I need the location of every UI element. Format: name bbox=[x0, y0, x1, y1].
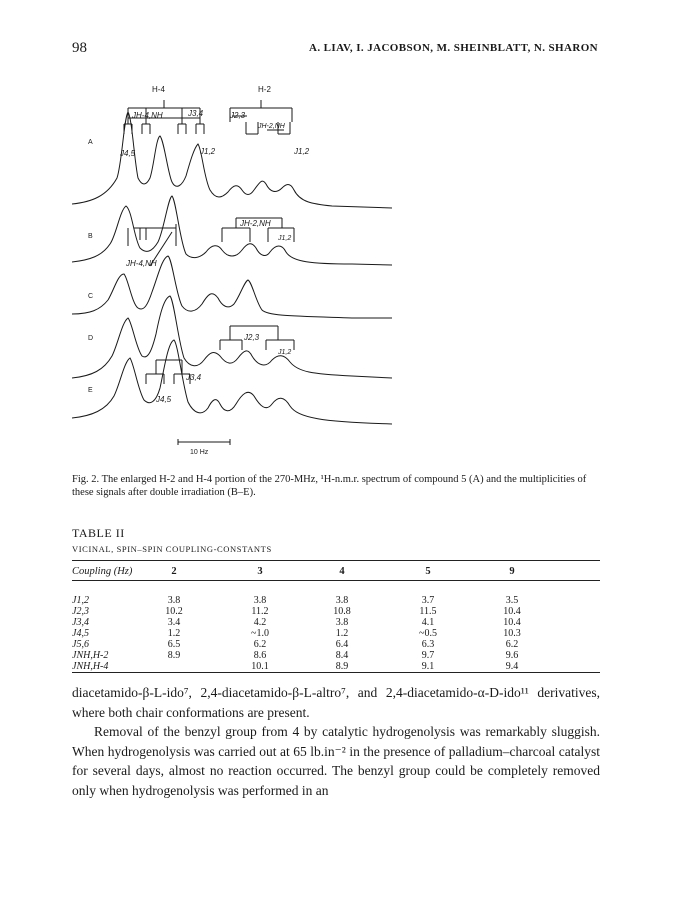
label-a-j45: J4,5 bbox=[120, 149, 136, 158]
table-cell: 6.2 bbox=[253, 639, 267, 650]
table-row-label: J2,3 bbox=[72, 606, 89, 617]
panel-label-b: B bbox=[88, 233, 93, 240]
label-a-jh4nh: JH-4,NH bbox=[132, 111, 163, 120]
table-top-rule bbox=[72, 560, 600, 561]
table-row bbox=[72, 606, 600, 617]
table-header-col: 9 bbox=[509, 566, 515, 577]
table-cell: 3.8 bbox=[167, 595, 181, 606]
table-cell: 9.7 bbox=[421, 650, 435, 661]
table-row bbox=[72, 617, 600, 628]
nmr-figure bbox=[72, 78, 602, 458]
label-a-j23: J2,3 bbox=[230, 111, 246, 120]
table-cell: 11.5 bbox=[419, 606, 437, 617]
table-header-coupling: Coupling (Hz) bbox=[72, 566, 133, 577]
table-subtitle: VICINAL, SPIN–SPIN COUPLING-CONSTANTS bbox=[72, 544, 272, 554]
table-cell: 9.4 bbox=[505, 661, 519, 672]
scale-bar bbox=[178, 439, 230, 445]
table-row-label: J4,5 bbox=[72, 628, 89, 639]
table-cell: 4.2 bbox=[253, 617, 267, 628]
table-cell: 3.4 bbox=[167, 617, 181, 628]
peak-label-h2: H-2 bbox=[258, 85, 271, 94]
spectrum-trace-c bbox=[72, 256, 392, 318]
scale-bar-label: 10 Hz bbox=[190, 449, 209, 456]
table-cell: 9.1 bbox=[421, 661, 435, 672]
figure-caption: Fig. 2. The enlarged H-2 and H-4 portion of the 270-MHz, ¹H-n.m.r. spectrum of compound 5 (A) and the multiplicities of these signals after double irradiation (B–E). bbox=[72, 474, 587, 498]
table-row-label: J1,2 bbox=[72, 595, 89, 606]
table-title: TABLE II bbox=[72, 526, 125, 540]
table-header-rule bbox=[72, 580, 600, 581]
spectrum-trace-a bbox=[72, 112, 392, 208]
table-cell: ~0.5 bbox=[419, 628, 437, 639]
table-row-label: JNH,H-2 bbox=[72, 650, 109, 661]
table-cell: 6.4 bbox=[335, 639, 349, 650]
table-cell: 10.3 bbox=[503, 628, 521, 639]
table-cell: 4.1 bbox=[421, 617, 435, 628]
table-bottom-rule bbox=[72, 672, 600, 673]
label-a-j12-right: J1,2 bbox=[294, 147, 310, 156]
table-cell: 11.2 bbox=[251, 606, 269, 617]
table-cell: 10.8 bbox=[333, 606, 351, 617]
panel-label-a: A bbox=[88, 139, 93, 146]
table-cell: 3.7 bbox=[421, 595, 435, 606]
spectrum-trace-d bbox=[72, 296, 392, 378]
table-header-col: 3 bbox=[257, 566, 263, 577]
table-cell: 9.6 bbox=[505, 650, 519, 661]
label-b-jh4nh: JH-4,NH bbox=[126, 259, 157, 268]
table-row bbox=[72, 639, 600, 650]
table-cell: 10.4 bbox=[503, 617, 521, 628]
table-cell: 6.5 bbox=[167, 639, 181, 650]
panel-label-c: C bbox=[88, 293, 94, 300]
body-paragraph: diacetamido-β-L-ido⁷, 2,4-diacetamido-β-L-altro⁷, and 2,4-diacetamido-α-D-ido¹¹ derivatives, where both chair conformations are present. bbox=[72, 685, 600, 720]
table-cell: 8.9 bbox=[335, 661, 349, 672]
table-cell: 8.6 bbox=[253, 650, 267, 661]
label-d-j23: J2,3 bbox=[244, 333, 260, 342]
table-row bbox=[72, 650, 600, 661]
table-header-col: 2 bbox=[171, 566, 177, 577]
running-authors: A. LIAV, I. JACOBSON, M. SHEINBLATT, N. SHARON bbox=[309, 42, 598, 54]
table-cell: 1.2 bbox=[167, 628, 181, 639]
table-cell: 8.4 bbox=[335, 650, 349, 661]
label-e-j34: J3,4 bbox=[186, 373, 202, 382]
table-row-label: J3,4 bbox=[72, 617, 89, 628]
page-number: 98 bbox=[72, 40, 87, 56]
table-row-label: JNH,H-4 bbox=[72, 661, 109, 672]
table-header-col: 5 bbox=[425, 566, 431, 577]
label-a-j12-left: J1,2 bbox=[200, 147, 216, 156]
table-cell: 6.3 bbox=[421, 639, 435, 650]
table-cell: 1.2 bbox=[335, 628, 349, 639]
table-cell: 8.9 bbox=[167, 650, 181, 661]
running-header bbox=[72, 40, 598, 60]
panel-label-e: E bbox=[88, 387, 93, 394]
label-e-j45: J4,5 bbox=[156, 395, 172, 404]
table-cell: 3.5 bbox=[505, 595, 519, 606]
label-b-j12: J1,2 bbox=[278, 235, 292, 242]
label-a-jh2nh: JH-2,NH bbox=[258, 123, 285, 130]
body-text bbox=[72, 683, 600, 800]
table-row bbox=[72, 661, 600, 672]
panel-label-d: D bbox=[88, 335, 94, 342]
table-cell: 3.8 bbox=[335, 595, 349, 606]
table-cell: 10.2 bbox=[165, 606, 183, 617]
table-cell: ~1.0 bbox=[251, 628, 269, 639]
spectrum-trace-e bbox=[72, 340, 392, 424]
label-a-j34: J3,4 bbox=[188, 109, 204, 118]
label-d-j12: J1,2 bbox=[278, 349, 292, 356]
table-row bbox=[72, 595, 600, 606]
table-row bbox=[72, 628, 600, 639]
table-cell: 10.4 bbox=[503, 606, 521, 617]
table-header-col: 4 bbox=[339, 566, 345, 577]
peak-label-h4: H-4 bbox=[152, 85, 165, 94]
table-header-row bbox=[72, 566, 600, 580]
table-cell: 3.8 bbox=[335, 617, 349, 628]
table-row-label: J5,6 bbox=[72, 639, 89, 650]
table-cell: 10.1 bbox=[251, 661, 269, 672]
label-b-jh2nh: JH-2,NH bbox=[240, 219, 271, 228]
table-cell: 6.2 bbox=[505, 639, 519, 650]
body-paragraph: Removal of the benzyl group from 4 by catalytic hydrogenolysis was remarkably sluggish. When hydrogenolysis was carried out at 65 lb.in⁻² in the presence of palladium–charcoal catalyst for several days, almost no reaction occurred. The benzyl group could be completely removed only when hydrogenolysis was performed in an bbox=[72, 724, 600, 798]
nmr-spectra-plot bbox=[72, 78, 602, 458]
table-cell: 3.8 bbox=[253, 595, 267, 606]
